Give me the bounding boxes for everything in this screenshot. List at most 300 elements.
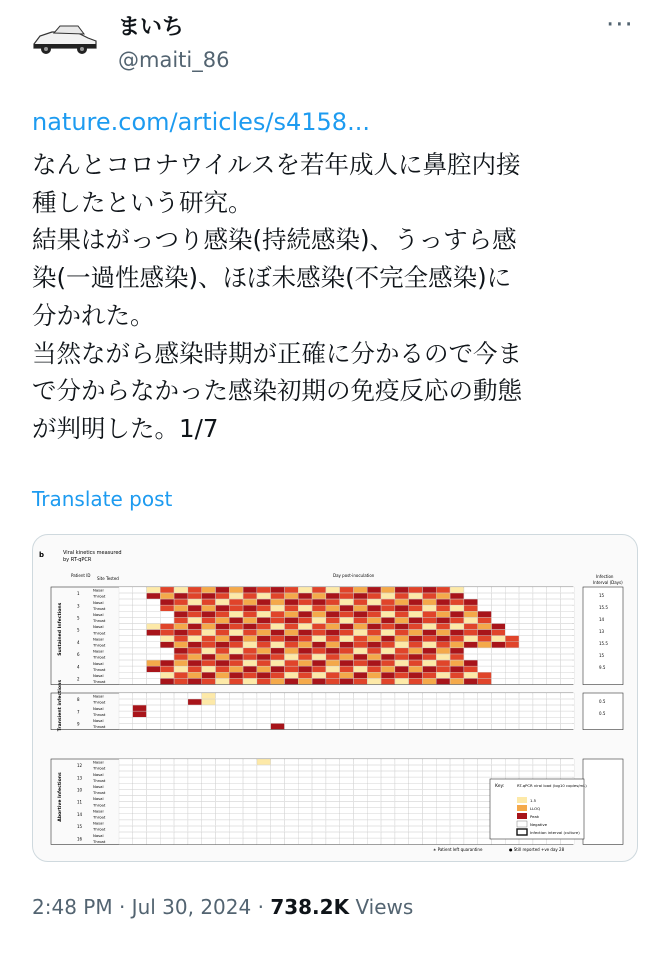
- heatmap-cell: [436, 605, 450, 611]
- heatmap-cell: [229, 587, 243, 593]
- heatmap-cell: [243, 679, 257, 685]
- heatmap-cell: [216, 802, 230, 808]
- heatmap-cell: [478, 593, 492, 599]
- heatmap-cell: [271, 599, 285, 605]
- heatmap-cell: [312, 648, 326, 654]
- heatmap-cell: [326, 808, 340, 814]
- heatmap-cell: [367, 636, 381, 642]
- heatmap-cell: [354, 717, 368, 723]
- heatmap-cell: [298, 618, 312, 624]
- heatmap-cell: [450, 624, 464, 630]
- tweet-text-line: なんとコロナウイルスを若年成人に鼻腔内接: [32, 150, 521, 179]
- participant-id: 3: [77, 603, 80, 609]
- heatmap-cell: [409, 605, 423, 611]
- heatmap-cell: [174, 648, 188, 654]
- heatmap-cell: [312, 777, 326, 783]
- heatmap-cell: [216, 672, 230, 678]
- heatmap-cell: [119, 711, 133, 717]
- heatmap-cell: [561, 705, 575, 711]
- heatmap-cell: [243, 660, 257, 666]
- heatmap-cell: [174, 777, 188, 783]
- heatmap-cell: [216, 679, 230, 685]
- heatmap-cell: [492, 593, 506, 599]
- interval-value: 9.5: [599, 665, 606, 670]
- heatmap-cell: [561, 624, 575, 630]
- heatmap-cell: [298, 654, 312, 660]
- heatmap-cell: [133, 790, 147, 796]
- heatmap-cell: [257, 724, 271, 730]
- tweet-text-line: 染(一過性感染)、ほぼ未感染(不完全感染)に: [32, 263, 512, 293]
- heatmap-cell: [229, 711, 243, 717]
- heatmap-cell: [119, 636, 133, 642]
- heatmap-cell: [395, 814, 409, 820]
- heatmap-cell: [395, 796, 409, 802]
- heatmap-cell: [478, 611, 492, 617]
- heatmap-cell: [409, 648, 423, 654]
- timestamp-time[interactable]: 2:48 PM: [32, 895, 113, 919]
- heatmap-cell: [133, 832, 147, 838]
- tweet-text-line: 分かれた。: [32, 300, 155, 330]
- heatmap-cell: [354, 630, 368, 636]
- heatmap-cell: [367, 679, 381, 685]
- heatmap-cell: [133, 672, 147, 678]
- heatmap-cell: [464, 832, 478, 838]
- heatmap-cell: [395, 838, 409, 844]
- heatmap-cell: [367, 808, 381, 814]
- heatmap-cell: [298, 826, 312, 832]
- heatmap-cell: [436, 802, 450, 808]
- heatmap-cell: [312, 618, 326, 624]
- translate-post-button[interactable]: Translate post: [32, 487, 173, 511]
- heatmap-cell: [243, 605, 257, 611]
- heatmap-cell: [340, 693, 354, 699]
- heatmap-cell: [547, 611, 561, 617]
- heatmap-cell: [298, 808, 312, 814]
- heatmap-cell: [257, 624, 271, 630]
- heatmap-cell: [367, 796, 381, 802]
- heatmap-cell: [354, 666, 368, 672]
- site-label: Nasal: [93, 759, 104, 765]
- heatmap-cell: [229, 814, 243, 820]
- heatmap-cell: [395, 765, 409, 771]
- heatmap-cell: [464, 705, 478, 711]
- heatmap-cell: [119, 666, 133, 672]
- heatmap-cell: [229, 759, 243, 765]
- right-header-line1: Infection: [596, 574, 614, 579]
- heatmap-cell: [561, 759, 575, 765]
- heatmap-cell: [519, 765, 533, 771]
- heatmap-cell: [326, 814, 340, 820]
- heatmap-cell: [133, 717, 147, 723]
- heatmap-cell: [492, 630, 506, 636]
- site-label: Throat: [93, 765, 106, 771]
- heatmap-cell: [188, 679, 202, 685]
- heatmap-cell: [257, 802, 271, 808]
- heatmap-cell: [519, 599, 533, 605]
- heatmap-cell: [409, 759, 423, 765]
- heatmap-cell: [147, 777, 161, 783]
- heatmap-cell: [492, 648, 506, 654]
- views-label: Views: [355, 895, 414, 919]
- heatmap-cell: [478, 783, 492, 789]
- heatmap-cell: [133, 630, 147, 636]
- heatmap-cell: [547, 587, 561, 593]
- heatmap-cell: [147, 717, 161, 723]
- heatmap-cell: [326, 802, 340, 808]
- heatmap-cell: [561, 605, 575, 611]
- heatmap-cell: [395, 648, 409, 654]
- heatmap-cell: [188, 660, 202, 666]
- legend-item-3: Negative: [530, 822, 548, 827]
- heatmap-cell: [340, 777, 354, 783]
- heatmap-cell: [450, 672, 464, 678]
- figure-title-line2: by RT-qPCR: [63, 557, 92, 563]
- heatmap-cell: [354, 618, 368, 624]
- heatmap-cell: [147, 765, 161, 771]
- heatmap-cell: [340, 642, 354, 648]
- heatmap-cell: [326, 636, 340, 642]
- heatmap-cell: [285, 814, 299, 820]
- site-label: Nasal: [93, 648, 104, 654]
- heatmap-cell: [147, 783, 161, 789]
- heatmap-cell: [354, 759, 368, 765]
- heatmap-cell: [464, 717, 478, 723]
- heatmap-cell: [312, 832, 326, 838]
- heatmap-cell: [257, 611, 271, 617]
- heatmap-cell: [340, 820, 354, 826]
- site-label: Nasal: [93, 636, 104, 642]
- heatmap-cell: [326, 660, 340, 666]
- group-label: Sustained Infections: [58, 602, 63, 656]
- heatmap-cell: [505, 705, 519, 711]
- heatmap-cell: [340, 672, 354, 678]
- heatmap-cell: [243, 832, 257, 838]
- heatmap-cell: [243, 666, 257, 672]
- heatmap-cell: [409, 814, 423, 820]
- heatmap-cell: [367, 711, 381, 717]
- heatmap-cell: [174, 724, 188, 730]
- heatmap-cell: [160, 717, 174, 723]
- heatmap-cell: [133, 724, 147, 730]
- heatmap-cell: [450, 808, 464, 814]
- heatmap-cell: [436, 587, 450, 593]
- heatmap-cell: [519, 666, 533, 672]
- heatmap-cell: [505, 693, 519, 699]
- heatmap-cell: [229, 672, 243, 678]
- heatmap-cell: [436, 832, 450, 838]
- avatar[interactable]: [30, 14, 100, 62]
- heatmap-cell: [202, 593, 216, 599]
- heatmap-cell: [409, 624, 423, 630]
- heatmap-cell: [133, 777, 147, 783]
- heatmap-cell: [354, 796, 368, 802]
- heatmap-cell: [505, 599, 519, 605]
- heatmap-cell: [381, 771, 395, 777]
- heatmap-cell: [133, 826, 147, 832]
- heatmap-cell: [326, 777, 340, 783]
- heatmap-cell: [423, 711, 437, 717]
- heatmap-cell: [395, 605, 409, 611]
- heatmap-cell: [298, 648, 312, 654]
- heatmap-cell: [533, 605, 547, 611]
- heatmap-cell: [423, 630, 437, 636]
- heatmap-cell: [340, 624, 354, 630]
- heatmap-cell: [505, 724, 519, 730]
- heatmap-cell: [202, 672, 216, 678]
- interval-value: 15: [599, 593, 605, 598]
- site-label: Throat: [93, 838, 106, 844]
- site-label: Nasal: [93, 771, 104, 777]
- heatmap-cell: [119, 611, 133, 617]
- heatmap-cell: [147, 587, 161, 593]
- heatmap-cell: [229, 593, 243, 599]
- heatmap-cell: [395, 699, 409, 705]
- heatmap-cell: [174, 796, 188, 802]
- heatmap-cell: [436, 648, 450, 654]
- heatmap-cell: [257, 693, 271, 699]
- heatmap-cell: [133, 624, 147, 630]
- heatmap-cell: [561, 630, 575, 636]
- heatmap-cell: [147, 605, 161, 611]
- heatmap-cell: [285, 765, 299, 771]
- heatmap-cell: [229, 624, 243, 630]
- display-name[interactable]: まいち: [118, 15, 185, 40]
- heatmap-cell: [367, 699, 381, 705]
- heatmap-cell: [478, 599, 492, 605]
- heatmap-cell: [450, 605, 464, 611]
- heatmap-cell: [285, 666, 299, 672]
- heatmap-cell: [367, 666, 381, 672]
- heatmap-cell: [188, 783, 202, 789]
- heatmap-cell: [257, 759, 271, 765]
- heatmap-cell: [147, 705, 161, 711]
- heatmap-cell: [547, 759, 561, 765]
- heatmap-cell: [188, 605, 202, 611]
- heatmap-cell: [381, 666, 395, 672]
- heatmap-cell: [478, 699, 492, 705]
- heatmap-cell: [271, 705, 285, 711]
- heatmap-cell: [436, 814, 450, 820]
- heatmap-cell: [547, 679, 561, 685]
- heatmap-cell: [285, 599, 299, 605]
- heatmap-cell: [478, 618, 492, 624]
- figure-title-line1: Viral kinetics measured: [63, 550, 122, 556]
- heatmap-cell: [561, 642, 575, 648]
- heatmap-cell: [202, 679, 216, 685]
- heatmap-cell: [519, 699, 533, 705]
- heatmap-cell: [312, 630, 326, 636]
- heatmap-cell: [285, 642, 299, 648]
- heatmap-cell: [547, 693, 561, 699]
- heatmap-cell: [229, 599, 243, 605]
- heatmap-cell: [547, 672, 561, 678]
- heatmap-cell: [312, 679, 326, 685]
- heatmap-cell: [243, 826, 257, 832]
- heatmap-cell: [354, 636, 368, 642]
- interval-value: 0.5: [599, 699, 606, 704]
- timestamp-date[interactable]: Jul 30, 2024: [131, 895, 252, 919]
- heatmap-cell: [202, 783, 216, 789]
- site-label: Nasal: [93, 612, 104, 617]
- heatmap-cell: [312, 820, 326, 826]
- site-label: Nasal: [93, 808, 104, 814]
- heatmap-cell: [381, 838, 395, 844]
- heatmap-cell: [423, 796, 437, 802]
- heatmap-cell: [174, 679, 188, 685]
- heatmap-cell: [409, 820, 423, 826]
- heatmap-cell: [326, 724, 340, 730]
- heatmap-cell: [298, 777, 312, 783]
- heatmap-cell: [505, 759, 519, 765]
- heatmap-cell: [298, 820, 312, 826]
- heatmap-cell: [381, 599, 395, 605]
- heatmap-cell: [229, 838, 243, 844]
- heatmap-cell: [367, 672, 381, 678]
- heatmap-cell: [119, 783, 133, 789]
- heatmap-cell: [160, 820, 174, 826]
- heatmap-cell: [298, 699, 312, 705]
- heatmap-cell: [271, 808, 285, 814]
- heatmap-cell: [174, 654, 188, 660]
- heatmap-cell: [188, 765, 202, 771]
- heatmap-cell: [243, 814, 257, 820]
- heatmap-cell: [202, 832, 216, 838]
- heatmap-cell: [285, 630, 299, 636]
- heatmap-cell: [464, 630, 478, 636]
- heatmap-cell: [464, 820, 478, 826]
- heatmap-cell: [547, 699, 561, 705]
- heatmap-cell: [326, 611, 340, 617]
- heatmap-cell: [436, 790, 450, 796]
- heatmap-cell: [188, 838, 202, 844]
- heatmap-cell: [478, 814, 492, 820]
- heatmap-cell: [160, 783, 174, 789]
- heatmap-cell: [160, 672, 174, 678]
- heatmap-cell: [202, 802, 216, 808]
- heatmap-cell: [423, 838, 437, 844]
- heatmap-cell: [423, 654, 437, 660]
- heatmap-cell: [450, 648, 464, 654]
- heatmap-cell: [298, 605, 312, 611]
- heatmap-cell: [119, 832, 133, 838]
- heatmap-cell: [492, 660, 506, 666]
- heatmap-cell: [533, 587, 547, 593]
- heatmap-cell: [561, 636, 575, 642]
- heatmap-cell: [298, 724, 312, 730]
- heatmap-cell: [450, 711, 464, 717]
- heatmap-cell: [561, 711, 575, 717]
- article-link[interactable]: nature.com/articles/s4158...: [32, 108, 370, 136]
- tweet-image[interactable]: [32, 534, 638, 862]
- heatmap-cell: [202, 717, 216, 723]
- heatmap-cell: [354, 808, 368, 814]
- heatmap-cell: [519, 679, 533, 685]
- heatmap-cell: [492, 672, 506, 678]
- heatmap-cell: [367, 630, 381, 636]
- heatmap-cell: [298, 832, 312, 838]
- heatmap-cell: [340, 630, 354, 636]
- heatmap-cell: [367, 693, 381, 699]
- heatmap-cell: [423, 679, 437, 685]
- heatmap-cell: [257, 705, 271, 711]
- heatmap-cell: [188, 705, 202, 711]
- heatmap-cell: [326, 679, 340, 685]
- heatmap-cell: [174, 666, 188, 672]
- heatmap-cell: [174, 832, 188, 838]
- heatmap-cell: [133, 796, 147, 802]
- heatmap-cell: [395, 832, 409, 838]
- heatmap-cell: [160, 642, 174, 648]
- heatmap-cell: [423, 660, 437, 666]
- site-label: Throat: [93, 826, 106, 832]
- heatmap-cell: [202, 796, 216, 802]
- heatmap-cell: [505, 771, 519, 777]
- heatmap-cell: [505, 648, 519, 654]
- heatmap-cell: [326, 771, 340, 777]
- heatmap-cell: [354, 838, 368, 844]
- heatmap-cell: [492, 759, 506, 765]
- heatmap-cell: [436, 717, 450, 723]
- heatmap-cell: [533, 679, 547, 685]
- heatmap-cell: [257, 587, 271, 593]
- heatmap-cell: [243, 765, 257, 771]
- heatmap-cell: [533, 599, 547, 605]
- heatmap-cell: [450, 814, 464, 820]
- heatmap-cell: [450, 666, 464, 672]
- heatmap-cell: [174, 618, 188, 624]
- handle[interactable]: @maiti_86: [118, 48, 230, 72]
- heatmap-cell: [326, 759, 340, 765]
- heatmap-cell: [381, 593, 395, 599]
- heatmap-cell: [519, 771, 533, 777]
- heatmap-cell: [533, 666, 547, 672]
- heatmap-cell: [450, 759, 464, 765]
- heatmap-cell: [285, 777, 299, 783]
- heatmap-cell: [464, 802, 478, 808]
- heatmap-cell: [436, 777, 450, 783]
- heatmap-cell: [147, 711, 161, 717]
- heatmap-cell: [395, 802, 409, 808]
- heatmap-cell: [257, 660, 271, 666]
- heatmap-cell: [505, 642, 519, 648]
- heatmap-cell: [298, 759, 312, 765]
- heatmap-cell: [133, 771, 147, 777]
- heatmap-cell: [243, 693, 257, 699]
- heatmap-cell: [505, 699, 519, 705]
- more-options-icon[interactable]: ···: [606, 10, 634, 40]
- heatmap-cell: [133, 838, 147, 844]
- heatmap-cell: [492, 666, 506, 672]
- heatmap-cell: [271, 777, 285, 783]
- heatmap-cell: [505, 630, 519, 636]
- heatmap-cell: [229, 679, 243, 685]
- site-label: Throat: [93, 679, 106, 685]
- heatmap-cell: [519, 605, 533, 611]
- heatmap-cell: [367, 814, 381, 820]
- heatmap-cell: [216, 630, 230, 636]
- heatmap-cell: [354, 605, 368, 611]
- participant-id: 7: [77, 709, 80, 715]
- heatmap-cell: [271, 672, 285, 678]
- heatmap-cell: [312, 771, 326, 777]
- heatmap-cell: [450, 717, 464, 723]
- heatmap-cell: [395, 624, 409, 630]
- heatmap-cell: [450, 802, 464, 808]
- heatmap-cell: [423, 636, 437, 642]
- heatmap-cell: [450, 765, 464, 771]
- heatmap-cell: [367, 587, 381, 593]
- heatmap-cell: [133, 765, 147, 771]
